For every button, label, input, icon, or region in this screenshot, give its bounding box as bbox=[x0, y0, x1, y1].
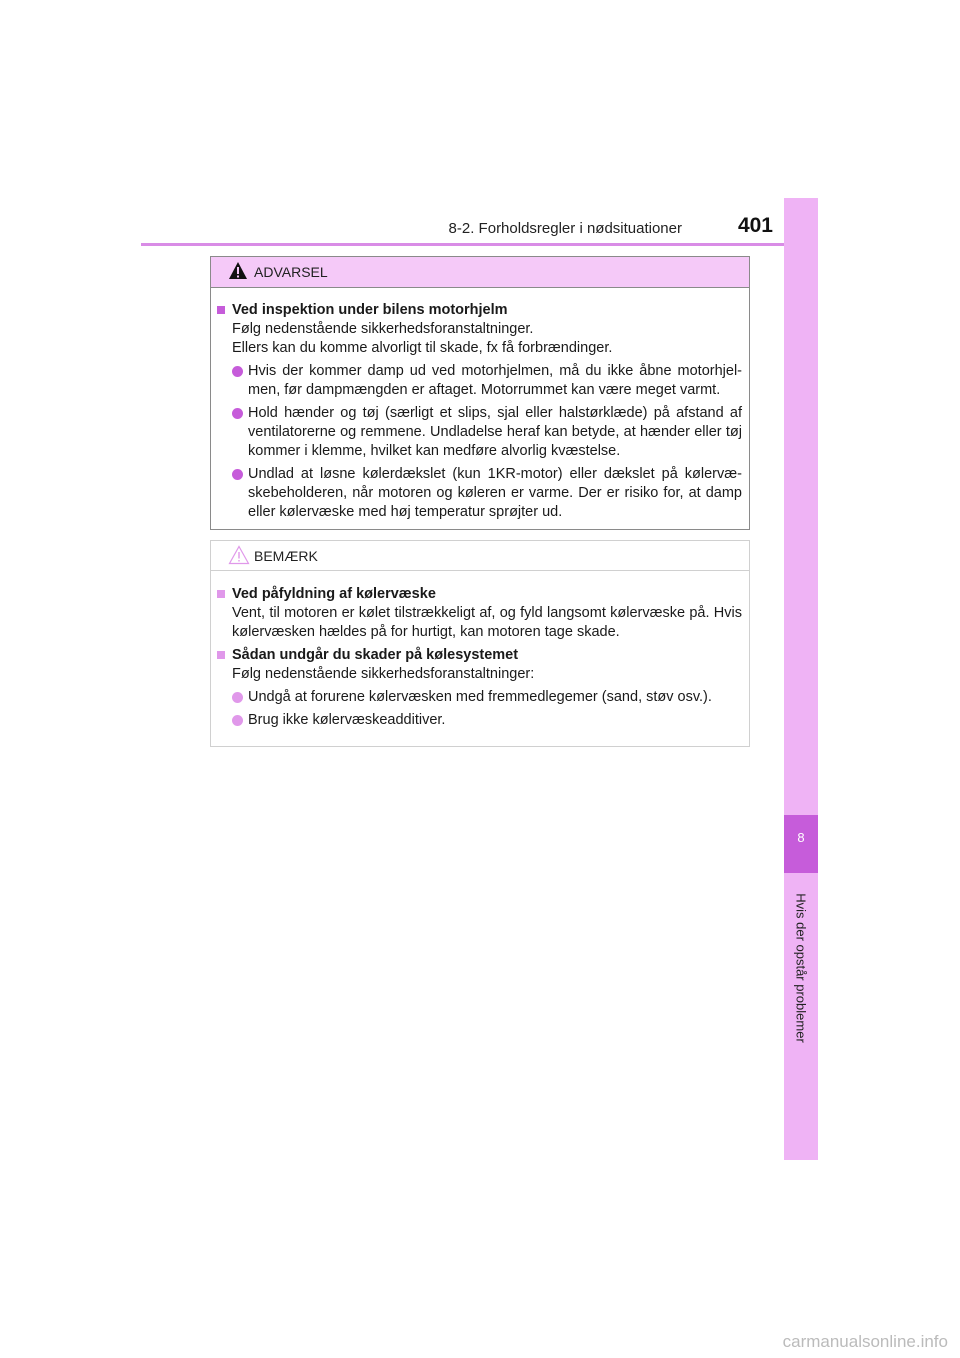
notice-bullet-list bbox=[217, 688, 742, 730]
warning-bullet-list bbox=[217, 362, 742, 522]
warning-body bbox=[211, 288, 749, 522]
section-title: 8-2. Forholdsregler i nødsituationer bbox=[448, 220, 682, 237]
notice-paragraph: Følg nedenstående sikkerhedsforanstaltninger: bbox=[232, 666, 535, 682]
square-bullet-icon bbox=[217, 590, 225, 598]
square-bullet-icon bbox=[217, 306, 225, 314]
warning-heading-text: Ved inspektion under bilens motorhjelm bbox=[232, 302, 508, 318]
notice-body bbox=[211, 571, 749, 730]
notice-label: BEMÆRK bbox=[254, 548, 318, 564]
round-bullet-icon bbox=[232, 692, 243, 703]
list-item: Hold hænder og tøj (særligt et slips, sjal eller halstørklæde) på afstand af ventilatorerne og remmene. Undladelse heraf kan betyde, at hænder eller tøj kommer i klemme, hvilket kan medføre alvorlig kvæstelse. bbox=[217, 404, 742, 461]
round-bullet-icon bbox=[232, 408, 243, 419]
list-item: Brug ikke kølervæskeadditiver. bbox=[217, 711, 742, 730]
warning-label: ADVARSEL bbox=[254, 264, 328, 280]
list-item: Hvis der kommer damp ud ved motorhjelmen, må du ikke åbne motorhjel-men, før dampmængden er aftaget. Motorrummet kan være meget varmt. bbox=[217, 362, 742, 400]
notice-heading: Sådan undgår du skader på kølesystemet bbox=[217, 646, 742, 665]
round-bullet-icon bbox=[232, 715, 243, 726]
list-item: Undgå at forurene kølervæsken med fremmedlegemer (sand, støv osv.). bbox=[217, 688, 742, 707]
warning-intro-line: Følg nedenstående sikkerhedsforanstaltninger. bbox=[232, 321, 534, 337]
warning-heading bbox=[217, 301, 742, 320]
caution-triangle-outline-icon bbox=[228, 545, 250, 565]
watermark: carmanualsonline.info bbox=[782, 1332, 948, 1351]
warning-intro-line: Ellers kan du komme alvorligt til skade, fx få forbrændinger. bbox=[232, 340, 613, 356]
chapter-number: 8 bbox=[797, 830, 805, 845]
warning-box bbox=[210, 256, 750, 530]
square-bullet-icon bbox=[217, 651, 225, 659]
notice-box bbox=[210, 540, 750, 747]
notice-heading: Ved påfyldning af kølervæske bbox=[217, 585, 742, 604]
page-number: 401 bbox=[737, 214, 773, 237]
header-rule bbox=[141, 243, 818, 246]
chapter-title: Hvis der opstår problemer bbox=[793, 893, 809, 1043]
round-bullet-icon bbox=[232, 366, 243, 377]
warning-triangle-icon bbox=[228, 261, 248, 280]
notice-header bbox=[211, 541, 749, 571]
round-bullet-icon bbox=[232, 469, 243, 480]
list-item: Undlad at løsne kølerdækslet (kun 1KR-motor) eller dækslet på kølervæ-skebeholderen, når motoren og køleren er varme. Der er risiko for, at damp eller kølervæske med høj temperatur sprøjter ud. bbox=[217, 465, 742, 522]
notice-paragraph: Vent, til motoren er kølet tilstrækkeligt af, og fyld langsomt kølervæske på. Hvis kølervæsken hældes på for hurtigt, kan motoren tage skade. bbox=[232, 605, 742, 640]
warning-header bbox=[211, 257, 749, 288]
